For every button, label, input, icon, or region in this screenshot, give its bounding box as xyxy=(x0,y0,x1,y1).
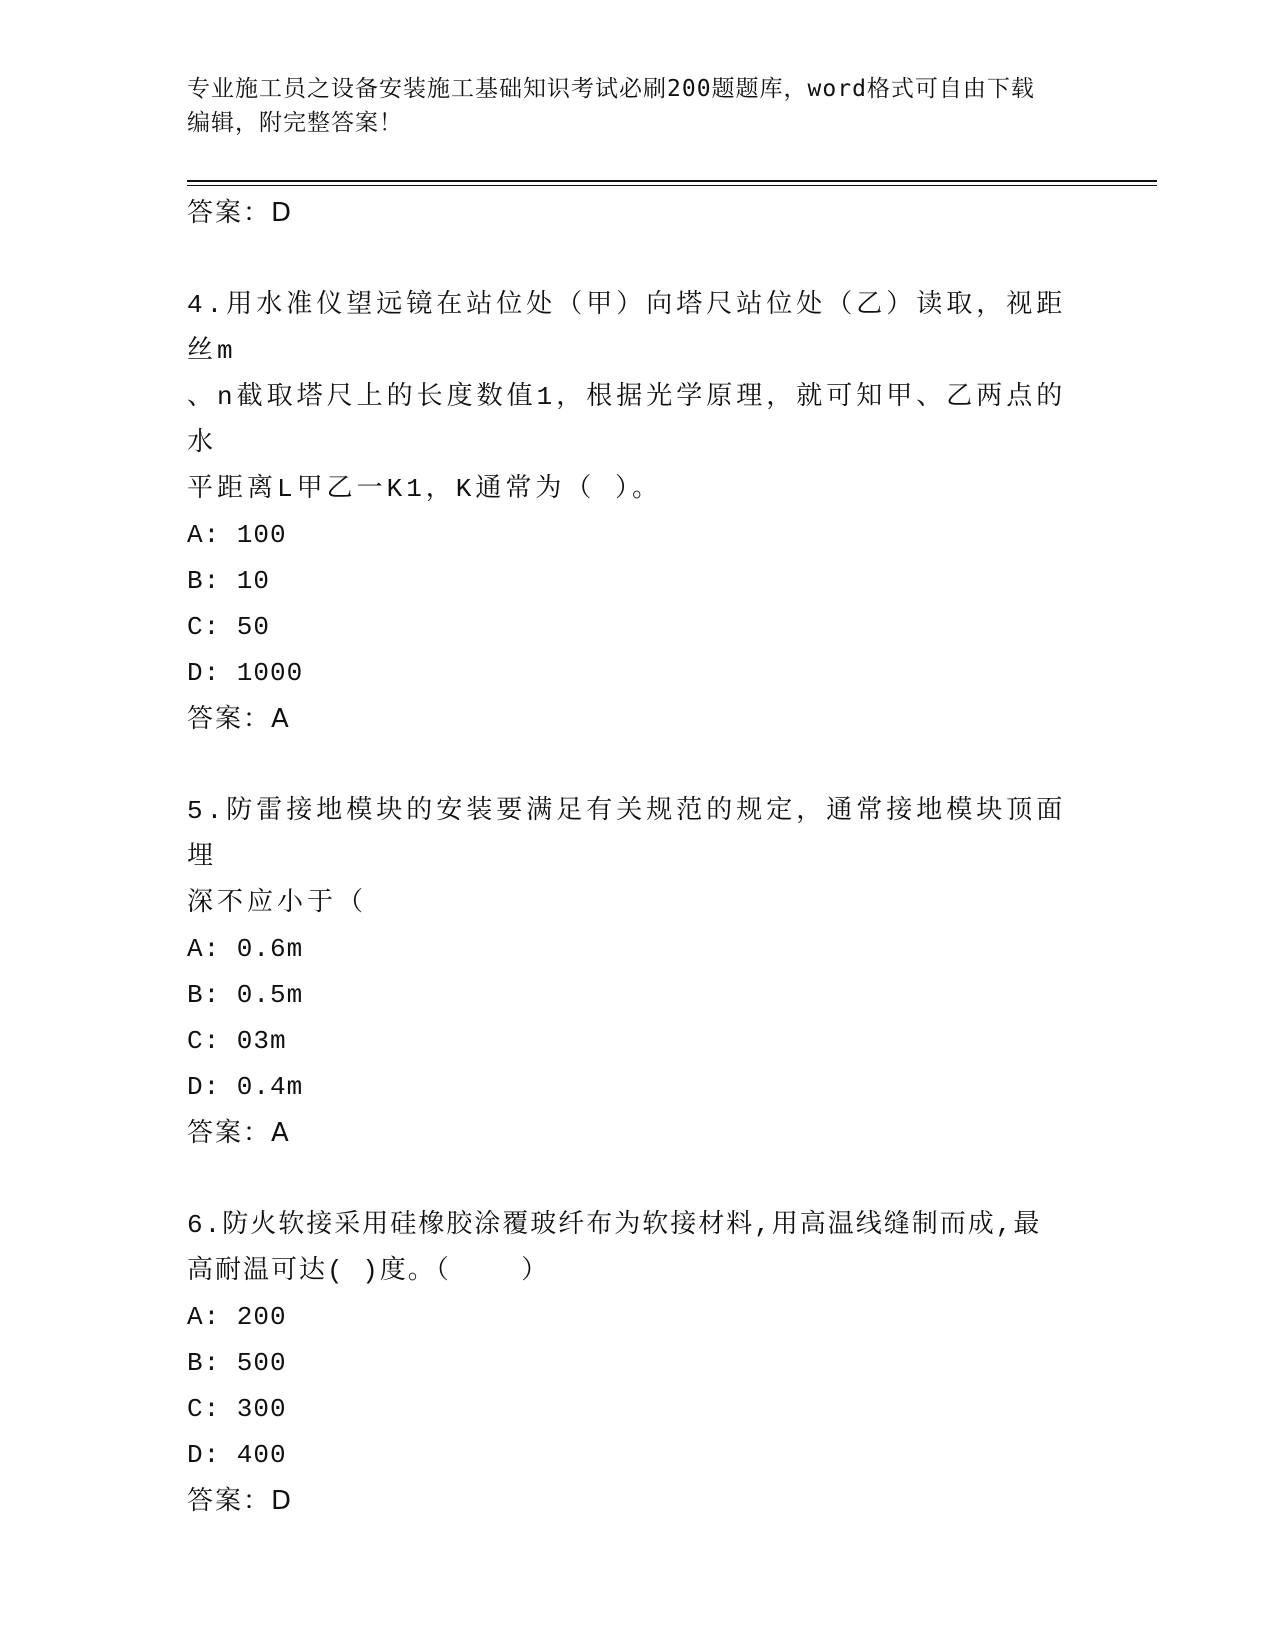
question-4-line-2: 、n截取塔尺上的长度数值1，根据光学原理，就可知甲、乙两点的水 xyxy=(187,382,1067,458)
question-5-line-2: 深不应小于（ xyxy=(187,888,368,918)
spacer xyxy=(187,236,1087,282)
question-5-answer: 答案：A xyxy=(187,1118,291,1148)
question-5 xyxy=(187,788,1087,1156)
question-4-answer: 答案：A xyxy=(187,704,291,734)
question-6-option-a: A: 200 xyxy=(187,1302,287,1332)
question-4-option-a: A: 100 xyxy=(187,520,287,550)
question-6 xyxy=(187,1202,1087,1524)
question-4-option-d: D: 1000 xyxy=(187,658,304,688)
question-4-option-b: B: 10 xyxy=(187,566,271,596)
question-4-line-3: 平距离L甲乙一K1，K通常为（ ）。 xyxy=(187,474,663,504)
spacer xyxy=(187,742,1087,788)
question-6-option-c: C: 300 xyxy=(187,1394,287,1424)
header-divider-thick xyxy=(187,180,1157,182)
header-line-1: 专业施工员之设备安装施工基础知识考试必刷200题题库，word格式可自由下载 xyxy=(187,76,1035,102)
question-6-line-1: 6.防火软接采用硅橡胶涂覆玻纤布为软接材料,用高温线缝制而成,最 xyxy=(187,1210,1042,1240)
question-6-line-2: 高耐温可达( )度。（ ） xyxy=(187,1256,550,1286)
document-header xyxy=(187,72,1087,140)
question-4 xyxy=(187,282,1087,742)
question-6-option-b: B: 500 xyxy=(187,1348,287,1378)
question-6-answer: 答案：D xyxy=(187,1486,294,1516)
question-5-option-a: A: 0.6m xyxy=(187,934,304,964)
question-5-option-b: B: 0.5m xyxy=(187,980,304,1010)
spacer xyxy=(187,1156,1087,1202)
question-5-line-1: 5.防雷接地模块的安装要满足有关规范的规定，通常接地模块顶面埋 xyxy=(187,796,1067,872)
previous-answer: 答案：D xyxy=(187,198,294,228)
question-6-option-d: D: 400 xyxy=(187,1440,287,1470)
header-line-2: 编辑，附完整答案！ xyxy=(187,110,403,136)
question-5-option-d: D: 0.4m xyxy=(187,1072,304,1102)
question-4-option-c: C: 50 xyxy=(187,612,271,642)
question-5-option-c: C: 03m xyxy=(187,1026,287,1056)
document-body xyxy=(187,190,1087,1524)
header-divider-thin xyxy=(187,185,1157,186)
question-4-line-1: 4.用水准仪望远镜在站位处（甲）向塔尺站位处（乙）读取，视距丝m xyxy=(187,290,1067,366)
